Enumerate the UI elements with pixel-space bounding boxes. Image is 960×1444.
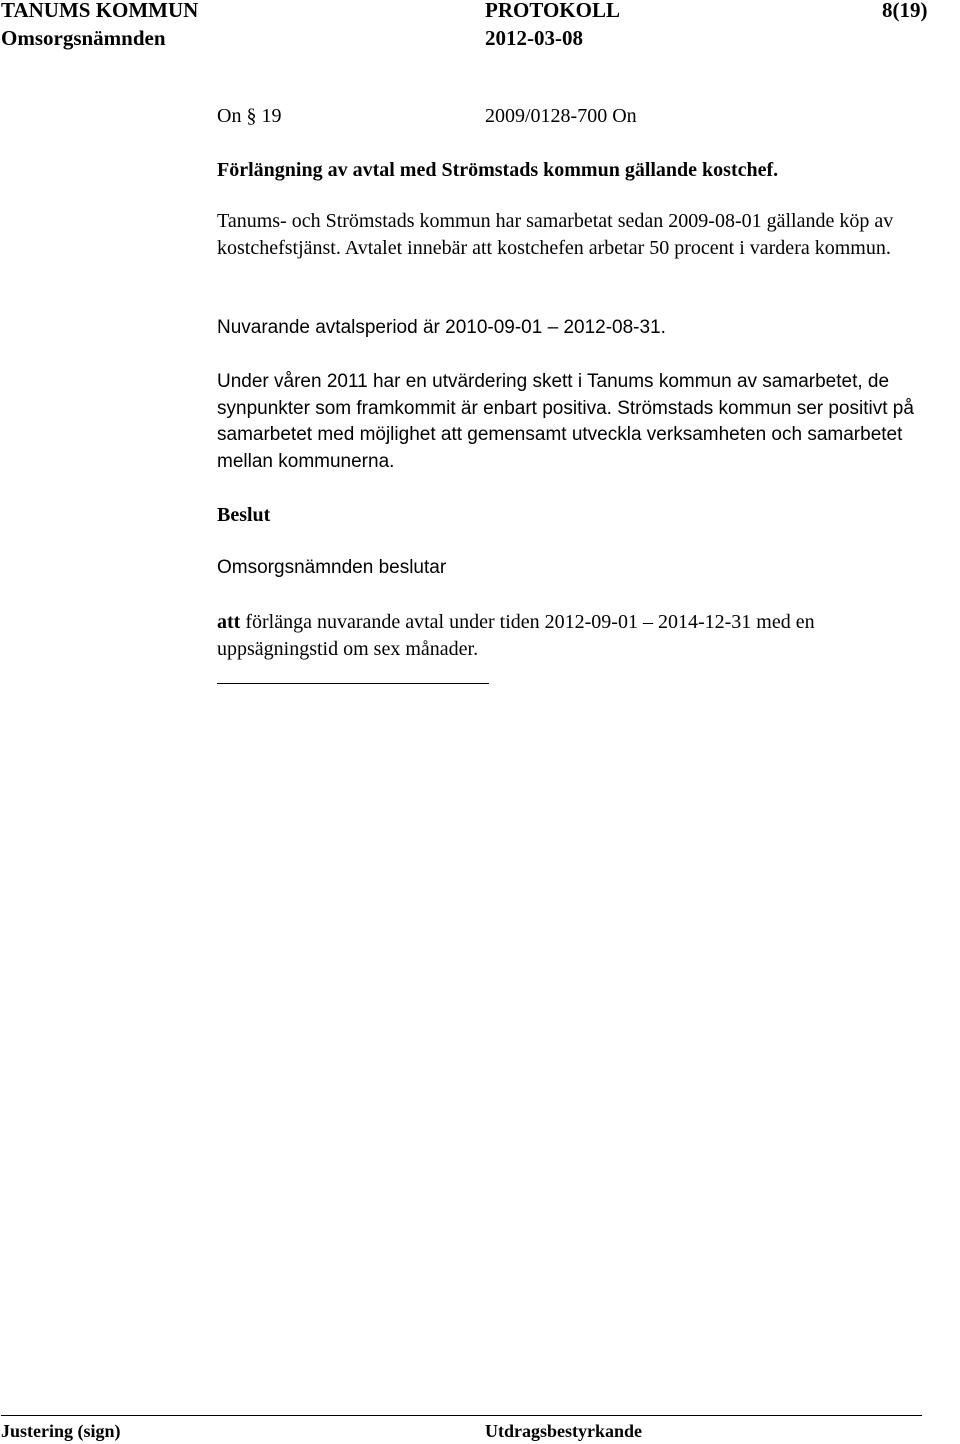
header-page-number: 8(19) xyxy=(882,0,928,22)
decision-heading: Beslut xyxy=(217,504,271,526)
decision-text xyxy=(217,609,917,662)
footer-justering: Justering (sign) xyxy=(1,1421,121,1441)
footer-rule xyxy=(1,1415,922,1416)
decision-body: förlänga nuvarande avtal under tiden 2012-09-01 – 2014-12-31 med en uppsägningstid om sex månader. xyxy=(217,611,815,660)
decision-att-word: att xyxy=(217,611,241,633)
paragraph-evaluation: Under våren 2011 har en utvärdering skett i Tanums kommun av samarbetet, de synpunkter som framkommit är enbart positiva. Strömstads kommun ser positivt på samarbetet med möjlighet att gemensamt utveckla verksamheten och samarbetet mellan kommunerna. xyxy=(217,371,914,472)
paragraph-background: Tanums- och Strömstads kommun har samarbetat sedan 2009-08-01 gällande köp av kostchefstjänst. Avtalet innebär att kostchefen arbetar 50 procent i vardera kommun. xyxy=(217,210,894,259)
paragraph-current-period: Nuvarande avtalsperiod är 2010-09-01 – 2012-08-31. xyxy=(217,317,666,338)
decision-intro: Omsorgsnämnden beslutar xyxy=(217,557,447,578)
header-committee: Omsorgsnämnden xyxy=(1,26,166,50)
footer-utdragsbestyrkande: Utdragsbestyrkande xyxy=(485,1421,643,1441)
section-number: On § 19 xyxy=(217,105,282,127)
case-number: 2009/0128-700 On xyxy=(485,105,637,127)
header-doc-type: PROTOKOLL xyxy=(485,0,620,22)
header-date: 2012-03-08 xyxy=(485,26,583,50)
closing-rule xyxy=(217,683,489,684)
header-org: TANUMS KOMMUN xyxy=(1,0,199,22)
item-title: Förlängning av avtal med Strömstads kommun gällande kostchef. xyxy=(217,159,779,181)
